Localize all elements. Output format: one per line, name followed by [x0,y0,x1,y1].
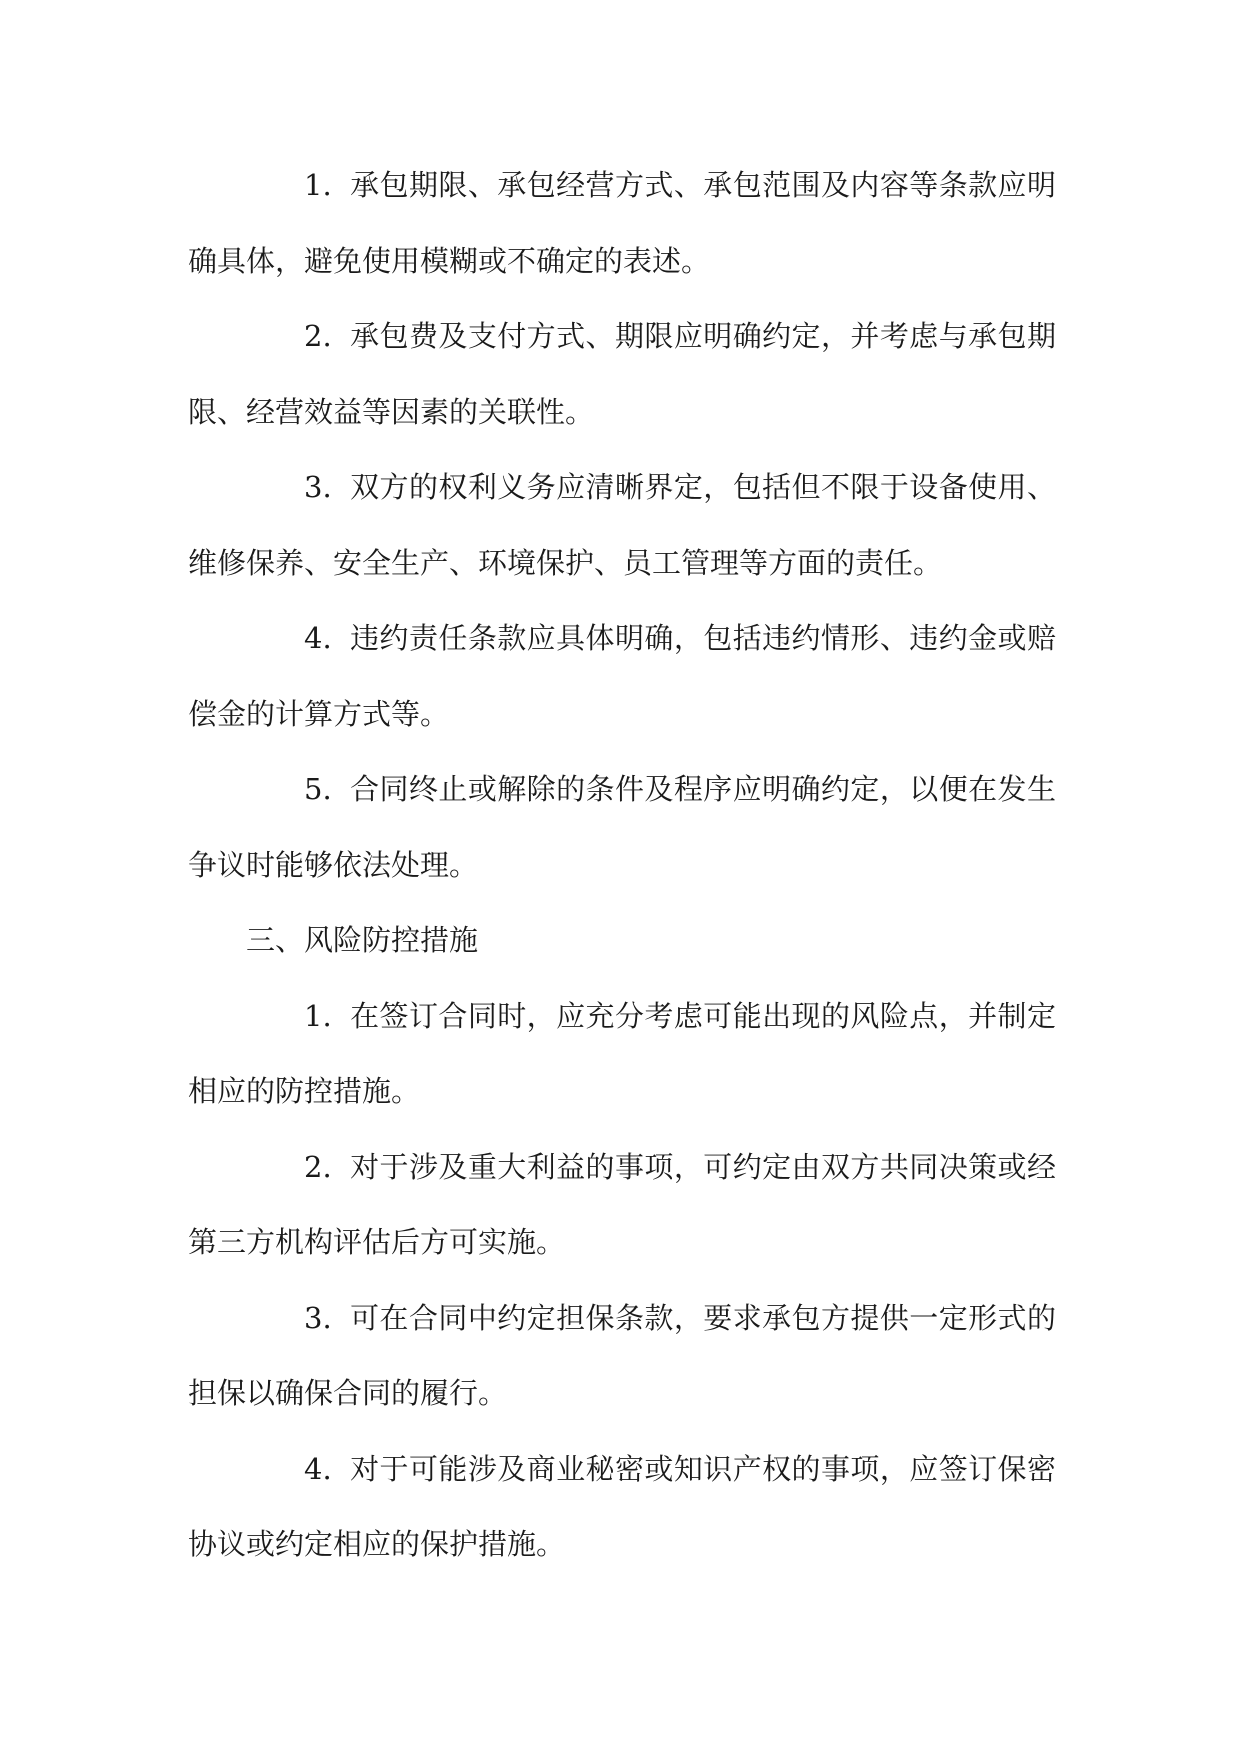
list-item [188,601,1056,752]
item-text: 可在合同中约定担保条款，要求承包方提供一定形式的担保以确保合同的履行。 [188,1300,1056,1410]
section-heading: 三、风险防控措施 [246,923,479,957]
item-text: 对于涉及重大利益的事项，可约定由双方共同决策或经第三方机构评估后方可实施。 [188,1149,1056,1259]
item-text: 双方的权利义务应清晰界定，包括但不限于设备使用、维修保养、安全生产、环境保护、员工管理等方面的责任。 [188,470,1056,580]
item-text: 在签订合同时，应充分考虑可能出现的风险点，并制定相应的防控措施。 [188,998,1056,1108]
item-number: 4. [304,621,332,655]
list-item [188,299,1056,450]
item-number: 3. [304,1300,332,1335]
item-text: 违约责任条款应具体明确，包括违约情形、违约金或赔偿金的计算方式等。 [188,621,1056,731]
item-text: 合同终止或解除的条件及程序应明确约定，以便在发生争议时能够依法处理。 [188,772,1056,882]
list-item [188,1281,1056,1432]
list-item [188,1432,1056,1583]
item-number: 2. [304,1149,332,1184]
item-number: 5. [304,772,332,806]
item-text: 承包费及支付方式、期限应明确约定，并考虑与承包期限、经营效益等因素的关联性。 [188,319,1056,429]
list-item [188,450,1056,601]
list-item [188,1130,1056,1281]
item-number: 1. [304,998,332,1033]
item-number: 3. [304,470,332,504]
list-item [188,148,1056,299]
item-number: 2. [304,319,332,353]
list-item [188,752,1056,903]
item-number: 4. [304,1451,332,1486]
item-number: 1. [304,168,332,202]
document-body [188,148,1056,1583]
item-text: 承包期限、承包经营方式、承包范围及内容等条款应明确具体，避免使用模糊或不确定的表述。 [188,168,1056,278]
item-text: 对于可能涉及商业秘密或知识产权的事项，应签订保密协议或约定相应的保护措施。 [188,1451,1056,1561]
list-item [188,979,1056,1130]
